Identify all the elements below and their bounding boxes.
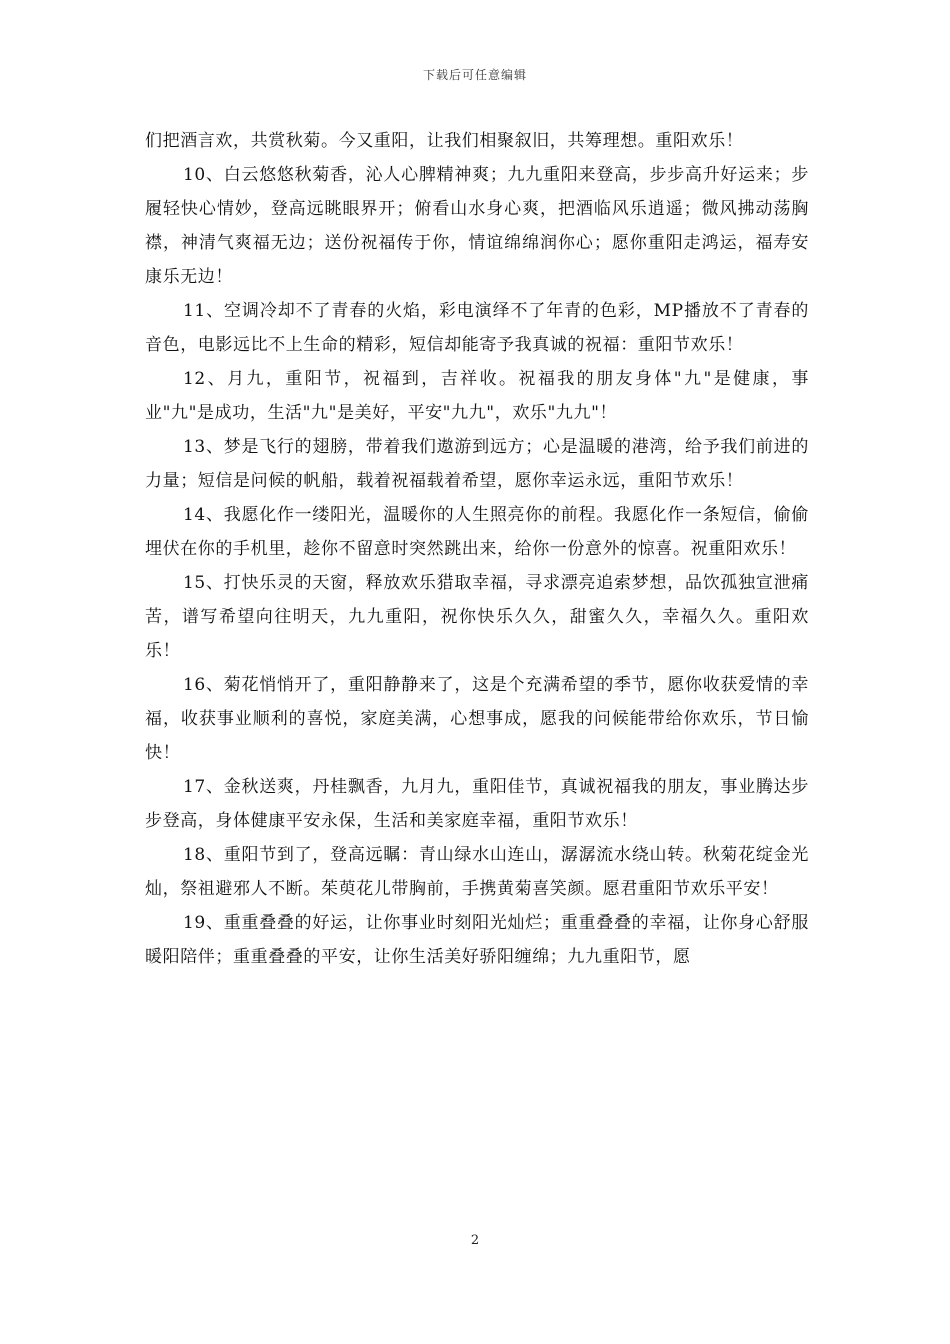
paragraph-item-14: 14、我愿化作一缕阳光，温暖你的人生照亮你的前程。我愿化作一条短信，偷偷埋伏在你的手机里，趁你不留意时突然跳出来，给你一份意外的惊喜。祝重阳欢乐！ <box>145 505 809 559</box>
paragraph-item-12: 12、月九，重阳节，祝福到，吉祥收。祝福我的朋友身体"九"是健康，事业"九"是成功，生活"九"是美好，平安"九九"，欢乐"九九"！ <box>145 369 809 423</box>
paragraph-item-13: 13、梦是飞行的翅膀，带着我们遨游到远方；心是温暖的港湾，给予我们前进的力量；短信是问候的帆船，载着祝福载着希望，愿你幸运永远，重阳节欢乐！ <box>145 437 809 491</box>
paragraph-item-11: 11、空调冷却不了青春的火焰，彩电演绎不了年青的色彩，MP播放不了青春的音色，电影远比不上生命的精彩，短信却能寄予我真诚的祝福：重阳节欢乐！ <box>145 301 809 355</box>
paragraph-item-10: 10、白云悠悠秋菊香，沁人心脾精神爽；九九重阳来登高，步步高升好运来；步履轻快心情妙，登高远眺眼界开；俯看山水身心爽，把酒临风乐逍遥；微风拂动荡胸襟，神清气爽福无边；送份祝福传于你，情谊绵绵润你心；愿你重阳走鸿运，福寿安康乐无边！ <box>145 165 809 287</box>
paragraph-item-17: 17、金秋送爽，丹桂飘香，九月九，重阳佳节，真诚祝福我的朋友，事业腾达步步登高，身体健康平安永保，生活和美家庭幸福，重阳节欢乐！ <box>145 777 809 831</box>
paragraph-continuation: 们把酒言欢，共赏秋菊。今又重阳，让我们相聚叙旧，共筹理想。重阳欢乐！ <box>145 131 744 151</box>
page-number: 2 <box>470 1233 480 1248</box>
document-body <box>145 124 809 974</box>
paragraph-item-15: 15、打快乐灵的天窗，释放欢乐猎取幸福，寻求漂亮追索梦想，品饮孤独宣泄痛苦，谱写希望向往明天，九九重阳，祝你快乐久久，甜蜜久久，幸福久久。重阳欢乐！ <box>145 573 809 661</box>
paragraph-item-18: 18、重阳节到了，登高远瞩：青山绿水山连山，潺潺流水绕山转。秋菊花绽金光灿，祭祖避邪人不断。茱萸花儿带胸前，手携黄菊喜笑颜。愿君重阳节欢乐平安！ <box>145 845 809 899</box>
page-header: 下载后可任意编辑 <box>422 68 527 82</box>
paragraph-item-19: 19、重重叠叠的好运，让你事业时刻阳光灿烂；重重叠叠的幸福，让你身心舒服暖阳陪伴；重重叠叠的平安，让你生活美好骄阳缠绵；九九重阳节，愿 <box>145 913 809 967</box>
paragraph-item-16: 16、菊花悄悄开了，重阳静静来了，这是个充满希望的季节，愿你收获爱情的幸福，收获事业顺利的喜悦，家庭美满，心想事成，愿我的问候能带给你欢乐，节日愉快！ <box>145 675 809 763</box>
